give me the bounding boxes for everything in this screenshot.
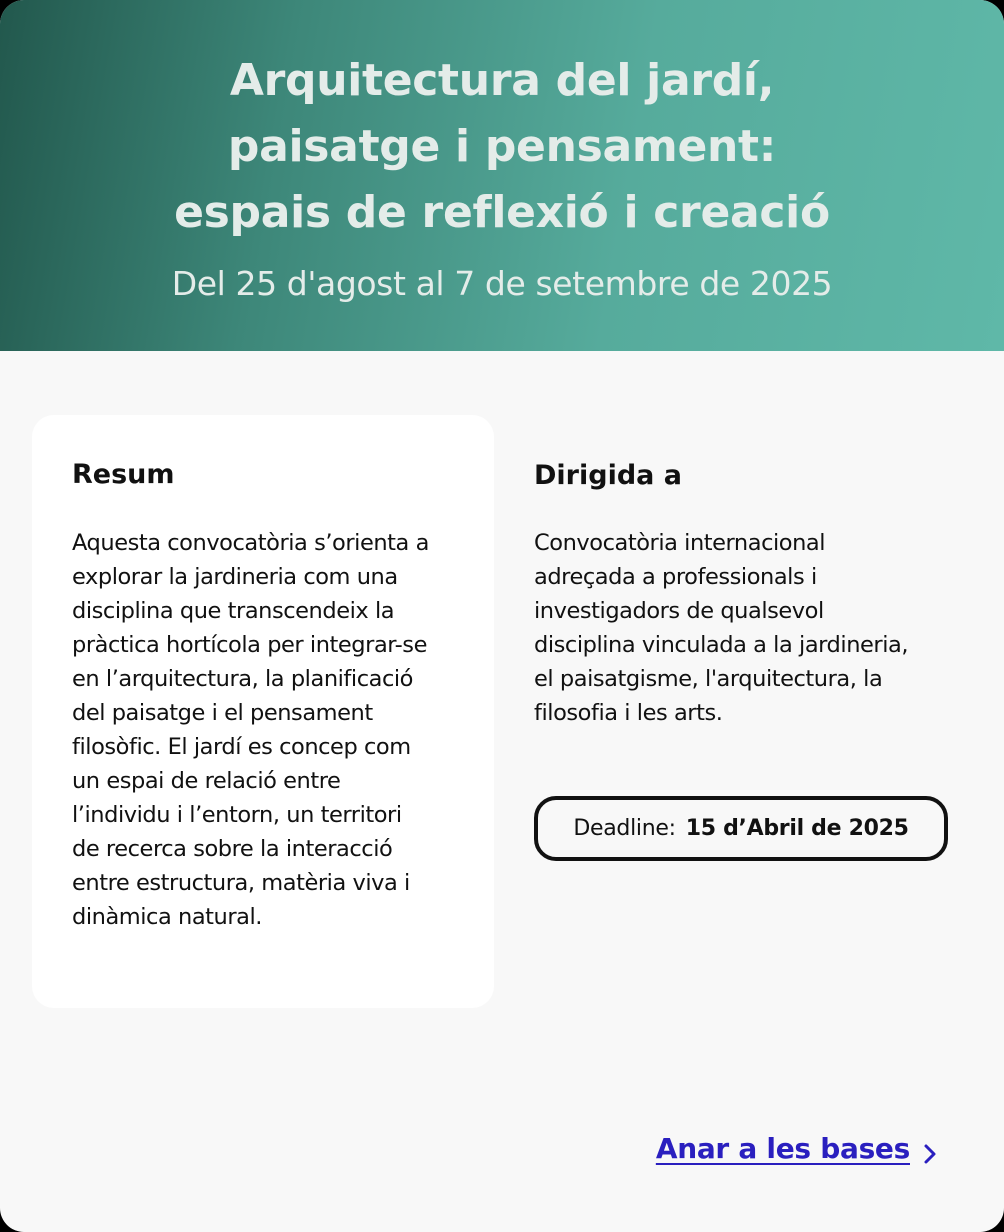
summary-panel bbox=[32, 415, 494, 1008]
title-line: espais de reflexió i creació bbox=[174, 187, 830, 238]
deadline-date: 15 d’Abril de 2025 bbox=[685, 816, 909, 841]
summary-line: Aquesta convocatòria s’orienta a bbox=[72, 530, 429, 556]
summary-text bbox=[72, 526, 429, 934]
summary-line: explorar la jardineria com una bbox=[72, 564, 398, 590]
summary-line: pràctica hortícola per integrar-se bbox=[72, 632, 427, 658]
audience-text bbox=[534, 526, 908, 730]
go-to-rules-label: Anar a les bases bbox=[655, 1132, 910, 1165]
summary-line: disciplina que transcendeix la bbox=[72, 598, 395, 624]
audience-line: disciplina vinculada a la jardineria, bbox=[534, 632, 909, 658]
summary-line: de recerca sobre la interacció bbox=[72, 836, 393, 862]
page-title bbox=[0, 48, 1004, 246]
summary-line: en l’arquitectura, la planificació bbox=[72, 666, 413, 692]
audience-heading: Dirigida a bbox=[534, 460, 682, 491]
deadline-badge bbox=[534, 796, 948, 861]
summary-heading: Resum bbox=[72, 459, 175, 490]
audience-line: investigadors de qualsevol bbox=[534, 598, 824, 624]
audience-line: el paisatgisme, l'arquitectura, la bbox=[534, 666, 883, 692]
summary-line: del paisatge i el pensament bbox=[72, 700, 373, 726]
hero-banner bbox=[0, 0, 1004, 351]
event-dates: Del 25 d'agost al 7 de setembre de 2025 bbox=[171, 264, 833, 303]
audience-line: filosofia i les arts. bbox=[534, 700, 723, 726]
audience-line: adreçada a professionals i bbox=[534, 564, 817, 590]
summary-line: entre estructura, matèria viva i bbox=[72, 870, 410, 896]
summary-line: dinàmica natural. bbox=[72, 904, 262, 930]
audience-line: Convocatòria internacional bbox=[534, 530, 826, 556]
go-to-rules-link[interactable] bbox=[656, 1129, 940, 1169]
chevron-right-icon bbox=[920, 1142, 940, 1166]
summary-line: filosòfic. El jardí es concep com bbox=[72, 734, 411, 760]
summary-line: l’individu i l’entorn, un territori bbox=[72, 802, 402, 828]
title-line: Arquitectura del jardí, bbox=[229, 55, 775, 106]
summary-line: un espai de relació entre bbox=[72, 768, 341, 794]
title-line: paisatge i pensament: bbox=[227, 121, 777, 172]
deadline-label: Deadline: bbox=[573, 816, 676, 841]
